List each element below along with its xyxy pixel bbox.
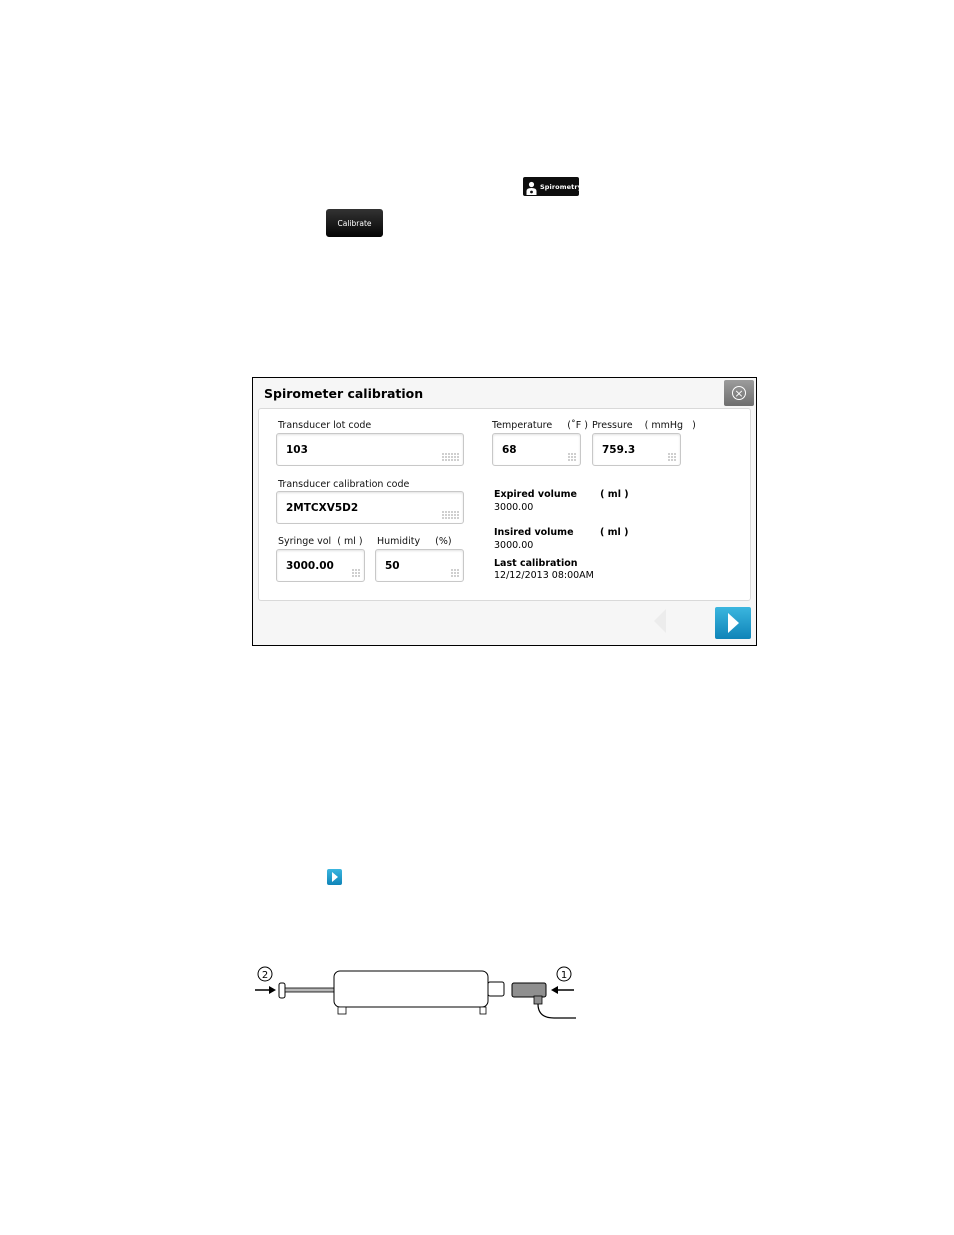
callout-1-label: 1 [560,970,568,981]
close-button[interactable] [724,380,754,406]
humidity-label: Humidity (%) [377,536,452,547]
keypad-icon [568,453,576,461]
transducer-calibration-code-value: 2MTCXV5D2 [286,502,359,514]
transducer-icon [512,983,576,1018]
transducer-lot-code-label: Transducer lot code [278,420,372,431]
transducer-calibration-code-label: Transducer calibration code [278,479,410,490]
temperature-label: Temperature (˚F ) [492,420,588,431]
next-button[interactable] [715,607,751,639]
close-icon: × [732,386,746,400]
window-title: Spirometer calibration [264,386,424,401]
insired-volume-label: Insired volume ( ml ) [494,527,629,538]
next-button-icon[interactable] [327,869,342,885]
expired-volume-label: Expired volume ( ml ) [494,489,629,500]
keypad-icon [668,453,676,461]
pressure-input[interactable] [592,433,681,466]
transducer-lot-code-input[interactable] [276,433,464,466]
keyboard-icon [442,511,459,519]
syringe-vol-input[interactable] [276,549,365,582]
temperature-input[interactable] [492,433,581,466]
push-arrow-2-icon [255,986,276,994]
syringe-vol-value: 3000.00 [286,560,334,572]
spirometry-button-label: Spirometry [540,182,582,191]
transducer-calibration-code-input[interactable] [276,491,464,524]
callout-1 [557,967,571,981]
syringe-barrel-icon [334,971,504,1014]
previous-arrow-icon [654,609,666,633]
last-calibration-value: 12/12/2013 08:00AM [494,570,594,581]
syringe-vol-label: Syringe vol ( ml ) [278,536,363,547]
insired-volume-value: 3000.00 [494,540,534,551]
chevron-right-icon [728,613,739,633]
callout-2 [258,967,272,981]
pressure-value: 759.3 [602,444,636,456]
transducer-lot-code-value: 103 [286,444,308,456]
chevron-right-icon [332,872,338,882]
spirometry-button[interactable] [523,177,582,196]
calibration-form-panel [258,408,751,601]
spirometer-calibration-window [252,377,757,646]
keyboard-icon [442,453,459,461]
keypad-icon [352,569,360,577]
calibrate-button[interactable]: Calibrate [326,209,383,237]
push-arrow-1-icon [551,986,574,994]
person-icon [526,180,537,194]
humidity-value: 50 [385,560,400,572]
keypad-icon [451,569,459,577]
expired-volume-value: 3000.00 [494,502,534,513]
calibration-syringe-diagram [250,962,580,1024]
last-calibration-label: Last calibration [494,558,578,569]
pressure-label: Pressure ( mmHg ) [592,420,696,431]
humidity-input[interactable] [375,549,464,582]
callout-2-label: 2 [261,970,269,981]
syringe-plunger-icon [279,983,335,998]
temperature-value: 68 [502,444,517,456]
